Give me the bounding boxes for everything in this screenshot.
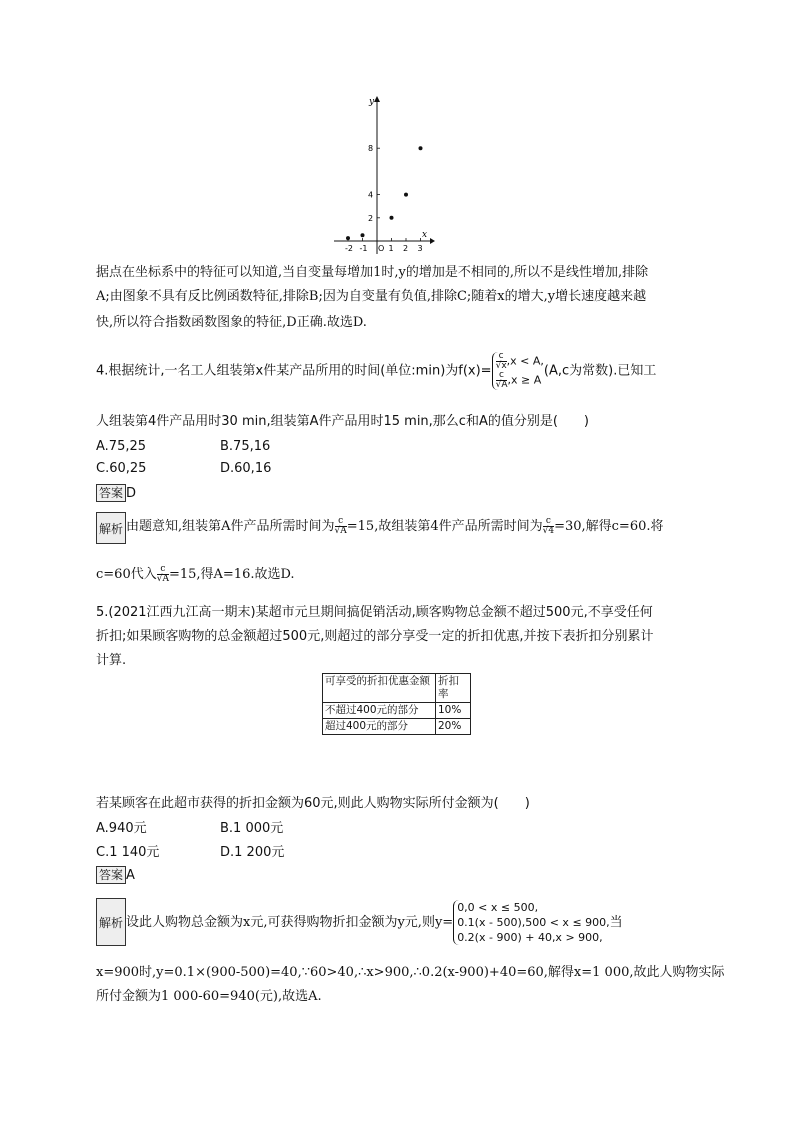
data-point: [419, 146, 423, 150]
y-axis-arrow: [374, 96, 380, 102]
x-tick-label: 1: [388, 244, 394, 253]
solution-3-line-2: A;由图象不具有反比例函数特征,排除B;因为自变量有负值,排除C;随着x的增大,y增长速度越来越: [96, 289, 647, 304]
option-a[interactable]: A.940元: [96, 821, 147, 836]
y-tick-label: 2: [368, 213, 374, 223]
table-cell: 20%: [436, 719, 471, 735]
option-a[interactable]: A.75,25: [96, 439, 147, 454]
table-header-amount: 可享受的折扣优惠金额: [323, 674, 436, 703]
x-tick-label: 3: [417, 244, 423, 253]
option-b[interactable]: B.1 000元: [220, 821, 284, 836]
analysis-label: 解析: [96, 512, 126, 544]
y-tick-label: 8: [368, 144, 374, 154]
x-tick-label: O: [378, 244, 385, 253]
solution-5-line-2: x=900时,y=0.1×(900-500)=40,∵60>40,∴x>900,∴0.2(x-900)+40=60,解得x=1 000,故此人购物实际: [96, 965, 725, 980]
analysis-label: 解析: [96, 898, 126, 946]
solution-3-line-3: 快,所以符合指数函数图象的特征,D正确.故选D.: [96, 315, 367, 330]
scatter-chart: [326, 94, 436, 260]
piecewise-function: $\frac{c}{√x}$ ,x < A, $\frac{c}{√A}$ ,x ≥ A: [492, 352, 544, 390]
question-5-line-3: 计算.: [96, 653, 127, 668]
x-tick-label: -1: [359, 244, 368, 253]
option-c[interactable]: C.60,25: [96, 461, 147, 476]
question-5-line-2: 折扣;如果顾客购物的总金额超过500元,则超过的部分享受一定的折扣优惠,并按下表折扣分别累计: [96, 629, 654, 644]
answer-5: 答案 A: [96, 866, 135, 885]
table-row: [323, 703, 471, 719]
solution-4-line-1: 由题意知,组装第A件产品所需时间为 $\frac{c}{√A}$ =15,故组装第4件产品所需时间为 $\frac{c}{√4}$ =30,解得c=60.将: [126, 516, 664, 536]
solution-5-line-3: 所付金额为1 000-60=940(元),故选A.: [96, 989, 322, 1004]
option-b[interactable]: B.75,16: [220, 439, 271, 454]
answer-label: 答案: [96, 866, 126, 884]
answer-label: 答案: [96, 484, 126, 502]
table-header-rate: 折扣率: [436, 674, 471, 703]
question-4-stem-2: 人组装第4件产品用时30 min,组装第A件产品用时15 min,那么c和A的值分别是( ): [96, 414, 589, 429]
question-5-stem: 若某顾客在此超市获得的折扣金额为60元,则此人购物实际所付金额为( ): [96, 796, 530, 811]
table-cell: 10%: [436, 703, 471, 719]
y-tick-label: 4: [368, 190, 374, 200]
data-point: [390, 216, 394, 220]
table-cell: 不超过400元的部分: [323, 703, 436, 719]
question-5-line-1: 5.(2021江西九江高一期末)某超市元旦期间搞促销活动,顾客购物总金额不超过500元,不享受任何: [96, 605, 653, 620]
solution-4-line-2: c=60代入 $\frac{c}{√A}$ =15,得A=16.故选D.: [96, 564, 295, 584]
x-axis-label: x: [422, 230, 428, 240]
solution-5-line-1: 设此人购物总金额为x元,可获得购物折扣金额为y元,则y= 0,0 < x ≤ 500, 0.1(x - 500),500 < x ≤ 900, 0.2(x - 900) + 40,x > 900, 当: [126, 901, 623, 944]
answer-4: 答案 D: [96, 484, 136, 503]
piecewise-function: 0,0 < x ≤ 500, 0.1(x - 500),500 < x ≤ 900, 0.2(x - 900) + 40,x > 900,: [453, 900, 609, 945]
x-axis-arrow: [430, 238, 435, 244]
y-axis-label: y: [369, 97, 375, 107]
data-point: [361, 233, 365, 237]
x-tick-label: -2: [345, 244, 353, 253]
solution-3-line-1: 据点在坐标系中的特征可以知道,当自变量每增加1时,y的增加是不相同的,所以不是线性增加,排除: [96, 265, 649, 280]
table-row: [323, 674, 471, 703]
question-4-stem: 4.根据统计,一名工人组装第x件某产品所用的时间(单位:min)为f(x)= $\frac{c}{√x}$ ,x < A, $\frac{c}{√A}$ ,x ≥ A (A,c为常数).已知工: [96, 351, 657, 390]
option-c[interactable]: C.1 140元: [96, 845, 160, 860]
data-point: [346, 236, 350, 240]
x-tick-label: 2: [403, 244, 409, 253]
discount-table: [322, 673, 471, 735]
data-point: [404, 193, 408, 197]
option-d[interactable]: D.1 200元: [220, 845, 285, 860]
option-d[interactable]: D.60,16: [220, 461, 272, 476]
table-cell: 超过400元的部分: [323, 719, 436, 735]
table-row: [323, 719, 471, 735]
